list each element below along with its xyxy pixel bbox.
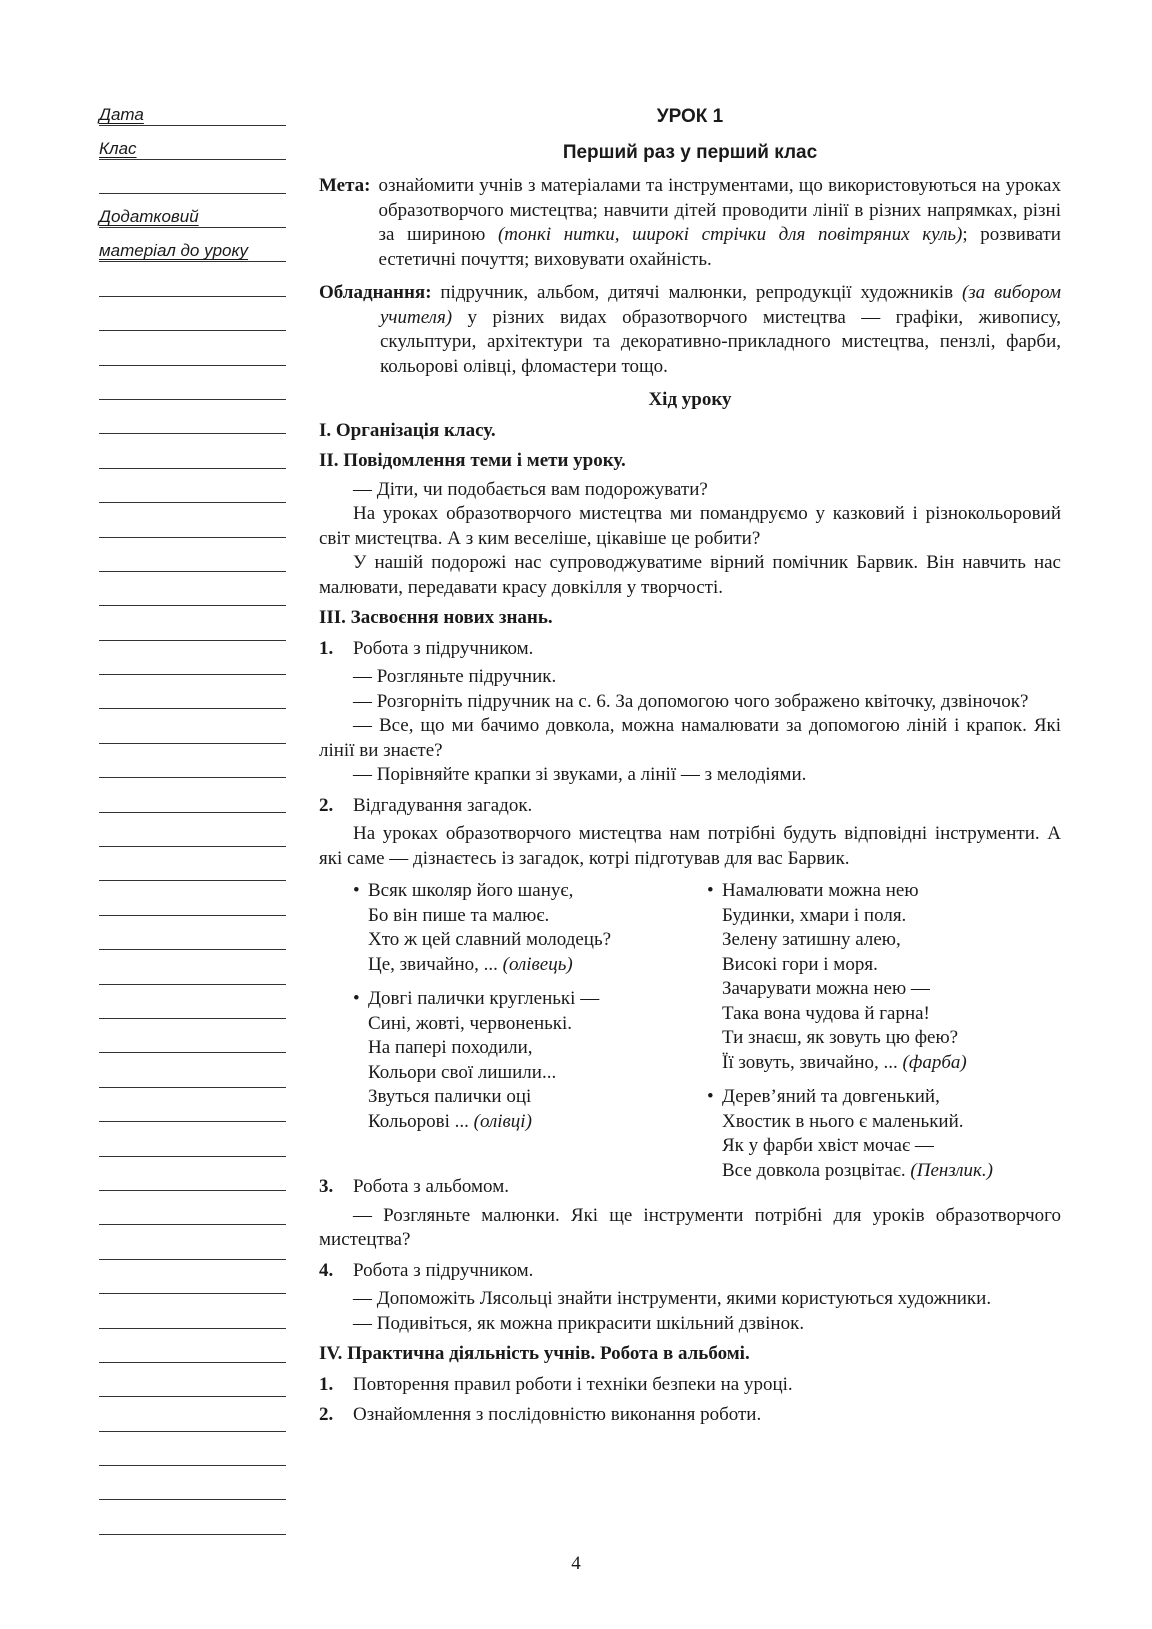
- riddle-line: Як у фарби хвіст мочає —: [722, 1135, 934, 1156]
- blank-line[interactable]: [99, 1440, 286, 1474]
- blank-line[interactable]: [99, 752, 286, 786]
- class-label: Клас: [99, 139, 137, 158]
- paragraph: — Розгорніть підручник на с. 6. За допомогою чого зображено квіточку, дзвіночок?: [353, 690, 1029, 712]
- blank-line[interactable]: [99, 821, 286, 855]
- lesson-title: Перший раз у перший клас: [562, 142, 818, 163]
- blank-line[interactable]: [99, 1371, 286, 1405]
- blank-line[interactable]: [99, 408, 286, 442]
- list-item: 1. Робота з підручником.: [319, 637, 534, 659]
- lesson-content: [319, 104, 1061, 1432]
- section-heading: I. Організація класу.: [319, 419, 496, 441]
- blank-line[interactable]: [99, 511, 286, 545]
- extra-material-field-2[interactable]: [99, 236, 286, 270]
- paragraph: На уроках образотворчого мистецтва ми помандруємо у казковий і різнокольоровий світ мистецтва. А з ким веселіше, цікавіше це робити?: [319, 503, 1061, 549]
- blank-line[interactable]: [99, 1130, 286, 1164]
- blank-line[interactable]: [99, 1027, 286, 1061]
- blank-line[interactable]: [99, 1233, 286, 1267]
- riddle-line: • Довгі палички кругленькі —: [353, 987, 611, 1012]
- section-heading: II. Повідомлення теми і мети уроку.: [319, 450, 626, 471]
- paragraph: — Діти, чи подобається вам подорожувати?: [353, 478, 708, 500]
- list-item: 4. Робота з підручником.: [319, 1259, 534, 1281]
- blank-line[interactable]: [99, 580, 286, 614]
- paragraph: — Все, що ми бачимо довкола, можна намалювати за допомогою ліній і крапок. Які лінії ви знаєте?: [319, 715, 1061, 761]
- blank-line[interactable]: [99, 1302, 286, 1336]
- riddle-line: Ти знаєш, як зовуть цю фею?: [722, 1027, 959, 1048]
- blank-line[interactable]: [99, 546, 286, 580]
- riddle-line: Кольори свої лишили...: [368, 1061, 557, 1083]
- date-label: Дата: [99, 105, 144, 124]
- riddle: [353, 879, 611, 977]
- lesson-goal: [319, 174, 1061, 272]
- riddle-line: На папері походили,: [368, 1037, 533, 1058]
- riddle-line: • Намалювати можна нею: [707, 879, 993, 904]
- riddles-block: [319, 879, 1061, 1181]
- blank-line[interactable]: [99, 1165, 286, 1199]
- riddle-line: Високі гори і моря.: [722, 953, 878, 975]
- extra-material-label: Додатковий: [99, 207, 199, 227]
- notes-lines: [99, 270, 286, 1542]
- paragraph: У нашій подорожі нас супроводжуватиме вірний помічник Барвик. Він навчить нас малювати, передавати красу довкілля у творчості.: [319, 552, 1061, 598]
- riddle-answer: (олівці): [473, 1110, 532, 1132]
- riddle-answer: (фарба): [902, 1051, 967, 1073]
- riddle: [707, 879, 993, 1075]
- bullet-icon: •: [353, 988, 360, 1009]
- bullet-icon: •: [707, 880, 714, 901]
- section-heading: IV. Практична діяльність учнів. Робота в альбомі.: [319, 1343, 750, 1364]
- blank-line[interactable]: [99, 649, 286, 683]
- riddle-line: Бо він пише та малює.: [368, 904, 550, 926]
- margin-column: [99, 100, 286, 1543]
- paragraph: — Розгляньте підручник.: [353, 666, 557, 687]
- riddle-line: Хвостик в нього є маленький.: [722, 1110, 964, 1132]
- blank-line[interactable]: [99, 786, 286, 820]
- list-item: 2. Ознайомлення з послідовністю виконання роботи.: [319, 1404, 762, 1425]
- blank-line[interactable]: [99, 477, 286, 511]
- riddle-answer: (олівець): [502, 953, 573, 975]
- blank-line[interactable]: [99, 270, 286, 304]
- list-item: 1. Повторення правил роботи і техніки безпеки на уроці.: [319, 1373, 793, 1395]
- lesson-equipment: Обладнання: підручник, альбом, дитячі малюнки, репродукції художників (за вибором учителя) у різних видах образотворчого мистецтва — графіки, живопису, скульптури, архітектури та декоративно-прикладного мистецтва, пензлі, фарби, кольорові олівці, фломастери тощо.: [319, 282, 1061, 377]
- blank-line[interactable]: [99, 924, 286, 958]
- riddles-right-column: [707, 879, 993, 1193]
- paragraph: — Допоможіть Лясольці знайти інструменти, якими користуються художники.: [353, 1288, 992, 1309]
- riddle-answer: (Пензлик.): [910, 1159, 993, 1181]
- blank-line[interactable]: [99, 374, 286, 408]
- riddle-line: • Дерев’яний та довгенький,: [707, 1085, 993, 1110]
- blank-line[interactable]: [99, 889, 286, 923]
- blank-line[interactable]: [99, 1199, 286, 1233]
- riddle-line: Все довкола розцвітає. (Пензлик.): [722, 1159, 993, 1181]
- blank-line[interactable]: [99, 1096, 286, 1130]
- blank-line[interactable]: [99, 683, 286, 717]
- riddles-left-column: [353, 879, 611, 1144]
- riddle-line: Її зовуть, звичайно, ... (фарба): [722, 1051, 967, 1073]
- riddle-line: Сині, жовті, червоненькі.: [368, 1012, 573, 1034]
- riddle-line: Зачарувати можна нею —: [722, 978, 930, 999]
- bullet-icon: •: [707, 1086, 714, 1107]
- paragraph: — Порівняйте крапки зі звуками, а лінії — з мелодіями.: [353, 764, 807, 785]
- riddle-line: Зелену затишну алею,: [722, 929, 901, 950]
- paragraph: — Розгляньте малюнки. Які ще інструменти потрібні для уроків образотворчого мистецтва?: [319, 1204, 1061, 1250]
- section-heading: III. Засвоєння нових знань.: [319, 607, 553, 628]
- blank-line[interactable]: [99, 958, 286, 992]
- paragraph: На уроках образотворчого мистецтва нам потрібні будуть відповідні інструменти. А які саме — дізнаєтесь із загадок, котрі підготував для вас Барвик.: [319, 823, 1061, 869]
- class-field[interactable]: [99, 134, 286, 168]
- progress-heading: Хід уроку: [648, 389, 732, 410]
- riddle-line: Кольорові ... (олівці): [368, 1110, 532, 1132]
- extra-material-field[interactable]: [99, 202, 286, 236]
- page-number: 4: [571, 1553, 581, 1574]
- riddle: [707, 1085, 993, 1183]
- goal-term: Мета:: [319, 175, 371, 196]
- extra-material-label-2: матеріал до уроку: [99, 241, 249, 261]
- list-item: 3. Робота з альбомом.: [319, 1176, 509, 1197]
- blank-line[interactable]: [99, 1508, 286, 1542]
- lesson-number: УРОК 1: [656, 106, 724, 127]
- goal-text: ознайомити учнів з матеріалами та інструментами, що використовуються на уроках образотворчого мистецтва; навчити дітей проводити лінії в різних напрямках, різні за шириною (тонкі нитки, широкі стрічки для повітряних куль); розвивати естетичні почуття; виховувати охайність.: [378, 175, 1061, 270]
- blank-line[interactable]: [99, 168, 286, 202]
- blank-line[interactable]: [99, 1061, 286, 1095]
- blank-line[interactable]: [99, 855, 286, 889]
- equipment-term: Обладнання:: [319, 282, 432, 303]
- bullet-icon: •: [353, 880, 360, 901]
- list-item: 2. Відгадування загадок.: [319, 794, 533, 816]
- riddle: [353, 987, 611, 1134]
- blank-line[interactable]: [99, 1337, 286, 1371]
- blank-line[interactable]: [99, 339, 286, 373]
- blank-line[interactable]: [99, 442, 286, 476]
- riddle-line: Хто ж цей славний молодець?: [368, 929, 612, 950]
- blank-line[interactable]: [99, 1405, 286, 1439]
- date-field[interactable]: [99, 100, 286, 134]
- riddle-line: Будинки, хмари і поля.: [722, 904, 907, 926]
- blank-line[interactable]: [99, 717, 286, 751]
- paragraph: — Подивіться, як можна прикрасити шкільний дзвінок.: [353, 1312, 805, 1334]
- blank-line[interactable]: [99, 614, 286, 648]
- blank-line[interactable]: [99, 1474, 286, 1508]
- blank-line[interactable]: [99, 305, 286, 339]
- blank-line[interactable]: [99, 993, 286, 1027]
- blank-line[interactable]: [99, 1268, 286, 1302]
- riddle-line: Це, звичайно, ... (олівець): [368, 953, 573, 975]
- riddle-line: Така вона чудова й гарна!: [722, 1002, 930, 1024]
- riddle-line: • Всяк школяр його шанує,: [353, 879, 611, 904]
- riddle-line: Звуться палички оці: [368, 1086, 532, 1107]
